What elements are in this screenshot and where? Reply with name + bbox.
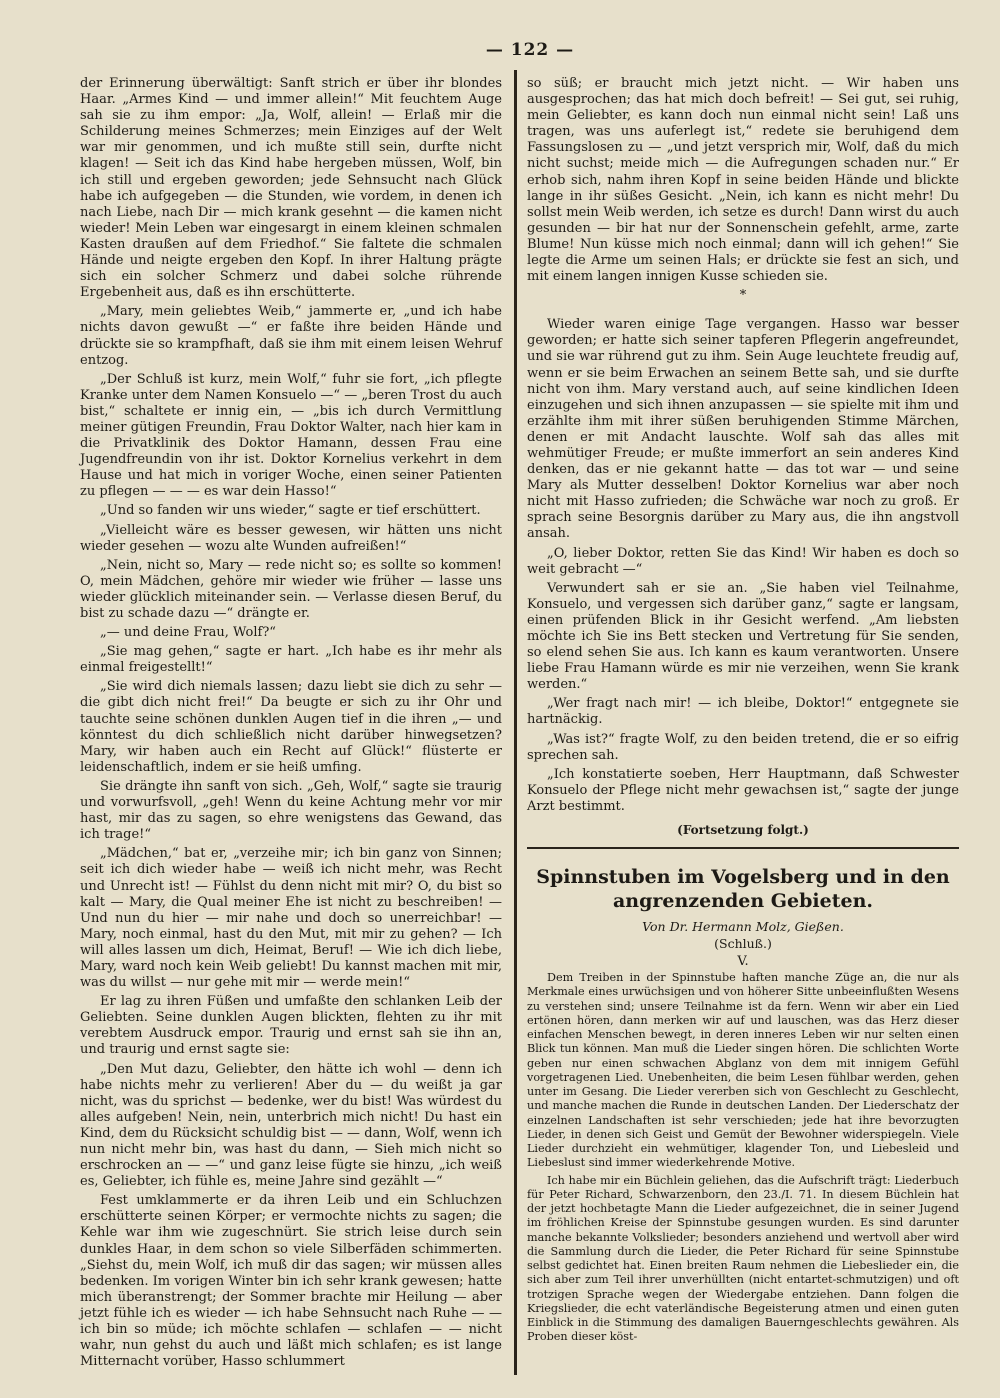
story-paragraph: „Ich konstatierte soeben, Herr Hauptmann, daß Schwester Konsuelo der Pflege nicht mehr gewachsen ist,“ sagte der junge Arzt bestimmt. <box>527 766 959 814</box>
left-column <box>80 76 502 1373</box>
story-paragraph: Wieder waren einige Tage vergangen. Hasso war besser geworden; er hatte sich seiner tapferen Pflegerin angefreundet, und sie war rührend gut zu ihm. Sein Auge leuchtete freudig auf, wenn er sie beim Erwachen an seinem Bette sah, und sie durfte nicht von ihm. Mary verstand auch, auf seine kindlichen Ideen einzugehen und sich ihnen anzupassen — sie spielte mit ihm und erzählte ihm mit ihrer süßen beruhigenden Stimme Märchen, denen er mit Andacht lauschte. Wolf sah das alles mit wehmütiger Freude; er mußte immerfort an sein anderes Kind denken, das er nie gekannt hatte — das tot war — und seine Mary als Mutter desselben! Doktor Kornelius war aber noch nicht mit Hasso zufrieden; die Schwäche war noch zu groß. Er sprach seine Besorgnis darüber zu Mary aus, die ihn angstvoll ansah. <box>527 317 959 542</box>
story-paragraph: „Nein, nicht so, Mary — rede nicht so; es sollte so kommen! O, mein Mädchen, gehöre mir wieder wie früher — lasse uns wieder glücklich miteinander sein. — Verlasse diesen Beruf, du bist zu schade dazu —“ drängte er. <box>80 557 502 621</box>
story-paragraph: „— und deine Frau, Wolf?“ <box>100 625 276 641</box>
story-paragraph: „Was ist?“ fragte Wolf, zu den beiden tretend, die er so eifrig sprechen sah. <box>527 731 959 763</box>
story-paragraph: Er lag zu ihren Füßen und umfaßte den schlanken Leib der Geliebten. Seine dunklen Augen blickten, flehten zu ihr mit verebtem Ausdruck empor. Traurig und ernst sah sie ihn an, und traurig und ernst sagte sie: <box>80 994 502 1058</box>
column-divider <box>514 70 517 1375</box>
story-paragraph: „Den Mut dazu, Geliebter, den hätte ich wohl — denn ich habe nichts mehr zu verlieren! Aber du — du weißt ja gar nicht, was du sprichst — bedenke, wer du bist! Was würdest du alles aufgeben! Nein, nein, unterbrich mich nicht! Du hast ein Kind, dem du Rücksicht schuldig bist — — dann, Wolf, wenn ich nun nicht mehr bin, was hast du dann, — Sieh mich nicht so erschrocken an — —“ und ganz leise fügte sie hinzu, „ich weiß es, Geliebter, ich fühle es, meine Jahre sind gezählt —“ <box>80 1061 502 1190</box>
story-paragraph: „Und so fanden wir uns wieder,“ sagte er tief erschüttert. <box>100 503 481 519</box>
story-paragraph: der Erinnerung überwältigt: Sanft strich er über ihr blondes Haar. „Armes Kind — und immer allein!“ Mit feuchtem Auge sah sie zu ihm empor: „Ja, Wolf, allein! — Erlaß mir die Schilderung meines Schmerzes; mein Einziges auf der Welt war mir genommen, und ich mußte still sein, durfte nicht klagen! — Seit ich das Kind habe hergeben müssen, Wolf, bin ich still und ergeben geworden; jede Sehnsucht nach Glück habe ich aufgegeben — die Stunden, wie vordem, in denen ich nach Liebe, nach Dir — mich krank gesehnt — die kamen nicht wieder! Mein Leben war eingesargt in einem kleinen schmalen Kasten draußen auf dem Friedhof.“ Sie faltete die schmalen Hände und neigte ergeben den Kopf. In ihrer Haltung prägte sich ein solcher Schmerz und dabei solche rührende Ergebenheit aus, daß es ihn erschütterte. <box>80 76 502 301</box>
story-paragraph: „Sie mag gehen,“ sagte er hart. „Ich habe es ihr mehr als einmal freigestellt!“ <box>80 644 502 676</box>
article-paragraph: Ich habe mir ein Büchlein geliehen, das die Aufschrift trägt: Liederbuch für Peter Richard, Schwarzenborn, den 23./I. 71. In diesem Büchlein hat der jetzt hochbetagte Mann die Lieder aufgezeichnet, die in seiner Jugend im fröhlichen Kreise der Spinnstube gesungen wurden. Es sind darunter manche bekannte Volkslieder; besonders anziehend und wertvoll aber wird die Sammlung durch die Lieder, die Peter Richard für seine Spinnstube selbst gedichtet hat. Einen breiten Raum nehmen die Liebeslieder ein, die sich aber zum Teil ihrer unverhüllten (nicht entartet-schmutzigen) und oft trotzigen Sprache wegen der Wiedergabe entziehen. Dann folgen die Kriegslieder, die echt vaterländische Begeisterung atmen und einen guten Einblick in die Stimmung des damaligen Bauerngeschlechts gewähren. Als Proben dieser köst- <box>527 1173 959 1344</box>
story-paragraph: Verwundert sah er sie an. „Sie haben viel Teilnahme, Konsuelo, und vergessen sich darüber ganz,“ sagte er langsam, einen prüfenden Blick in ihr Gesicht werfend. „Am liebsten möchte ich Sie ins Bett stecken und Vertretung für Sie senden, so elend sehen Sie aus. Ich kann es kaum verantworten. Unsere liebe Frau Hamann würde es mir nie verzeihen, wenn Sie krank werden.“ <box>527 580 959 693</box>
article-section-number: V. <box>737 954 749 970</box>
story-paragraph: „Sie wird dich niemals lassen; dazu liebt sie dich zu sehr — die gibt dich nicht frei!“ Da beugte er sich zu ihr Ohr und tauchte seine schönen dunklen Augen tief in die ihren „— und könntest du dich schließlich nicht darüber hinwegsetzen? Mary, wir haben auch ein Recht auf Glück!“ flüsterte er leidenschaftlich, indem er sie heiß umfing. <box>80 679 502 775</box>
story-paragraph: Sie drängte ihn sanft von sich. „Geh, Wolf,“ sagte sie traurig und vorwurfsvoll, „geh! Wenn du keine Achtung mehr vor mir hast, mir das zu sagen, so ehre wenigstens das Gewand, das ich trage!“ <box>80 778 502 843</box>
section-separator: * <box>739 288 747 304</box>
story-paragraph: „O, lieber Doktor, retten Sie das Kind! Wir haben es doch so weit gebracht —“ <box>527 545 959 577</box>
story-paragraph: „Mädchen,“ bat er, „verzeihe mir; ich bin ganz von Sinnen; seit ich dich wieder habe — weiß ich nicht mehr, was Recht und Unrecht ist! — Fühlst du denn nicht mit mir? O, du bist so kalt — Mary, die Qual meiner Ehe ist nicht zu beschreiben! — Und nun du hier — mir nahe und doch so unerreichbar! — Mary, noch einmal, hast du den Mut, mit mir zu gehen? — Ich will alles lassen um dich, Heimat, Beruf! — Wie ich dich liebe, Mary, ward noch kein Weib geliebt! Du kannst machen mit mir, was du willst — nur gehe mit mir — werde mein!“ <box>80 846 502 991</box>
article-byline: Von Dr. Hermann Molz, Gießen. <box>642 919 844 935</box>
story-paragraph: „Der Schluß ist kurz, mein Wolf,“ fuhr sie fort, „ich pflegte Kranke unter dem Namen Konsuelo —“ — „beren Trost du auch bist,“ schaltete er innig ein, — „bis ich durch Vermittlung meiner gütigen Freundin, Frau Doktor Walter, nach hier kam in die Privatklinik des Doktor Hamann, dessen Frau eine Jugendfreundin von ihr ist. Doktor Kornelius verkehrt in dem Hause und hat mich in voriger Woche, einen seiner Patienten zu pflegen — — — es war dein Hasso!“ <box>80 371 502 500</box>
story-paragraph: Fest umklammerte er da ihren Leib und ein Schluchzen erschütterte seinen Körper; er vermochte nichts zu sagen; die Kehle war ihm wie zugeschnürt. Sie strich leise durch sein dunkles Haar, in dem schon so viele Silberfäden schimmerten. „Siehst du, mein Wolf, ich muß dir das sagen; wir müssen alles bedenken. Im vorigen Winter bin ich sehr krank gewesen; hatte mich überanstrengt; der Sommer brachte mir Heilung — aber jetzt fühle ich es wieder — ich habe Sehnsucht nach Ruhe — — ich bin so müde; ich möchte schlafen — schlafen — — nicht wahr, nun gehst du auch und läßt mich schlafen; es ist lange Mitternacht vorüber, Hasso schlummert <box>80 1193 502 1370</box>
story-paragraph: „Mary, mein geliebtes Weib,“ jammerte er, „und ich habe nichts davon gewußt —“ er faßte ihre beiden Hände und drückte sie so krampfhaft, daß sie ihm mit einem leisen Wehruf entzog. <box>80 304 502 368</box>
article-subtitle: (Schluß.) <box>714 936 772 952</box>
page-number: — 122 — <box>485 40 575 60</box>
continued-note: (Fortsetzung folgt.) <box>677 823 809 838</box>
story-paragraph: „Vielleicht wäre es besser gewesen, wir hätten uns nicht wieder gesehen — wozu alte Wunden aufreißen!“ <box>80 522 502 554</box>
article-divider <box>527 847 959 849</box>
article-paragraph: Dem Treiben in der Spinnstube haften manche Züge an, die nur als Merkmale eines urwüchsigen und von höherer Sitte unbeeinflußten Wesens zu verstehen sind; unsere Teilnahme ist da fern. Wenn wir aber ein Lied ertönen hören, dann merken wir auf und lauschen, was das Herz dieser einfachen Menschen bewegt, in deren inneres Leben wir nur selten einen Blick tun können. Man muß die Lieder singen hören. Die schlichten Worte geben nur einen schwachen Abglanz von dem mit innigem Gefühl vorgetragenen Lied. Unebenheiten, die beim Lesen fühlbar werden, gehen unter im Gesang. Die Lieder vererben sich von Geschlecht zu Geschlecht, und manche machen die Runde in deutschen Landen. Der Liederschatz der einzelnen Landschaften ist sehr verschieden; jede hat ihre bevorzugten Lieder, in denen sich Geist und Gemüt der Bewohner widerspiegeln. Viele Lieder durchzieht ein wehmütiger, klagender Ton, und Liebesleid und Liebeslust sind immer wiederkehrende Motive. <box>527 971 959 1170</box>
story-paragraph: „Wer fragt nach mir! — ich bleibe, Doktor!“ entgegnete sie hartnäckig. <box>527 696 959 728</box>
story-paragraph: so süß; er braucht mich jetzt nicht. — Wir haben uns ausgesprochen; das hat mich doch befreit! — Sei gut, sei ruhig, mein Geliebter, es kann doch nun einmal nicht sein! Laß uns tragen, was uns auferlegt ist,“ redete sie beruhigend dem Fassungslosen zu — „und jetzt versprich mir, Wolf, daß du mich nicht suchst; meide mich — die Aufregungen schaden nur.“ Er erhob sich, nahm ihren Kopf in seine beiden Hände und blickte lange in ihr süßes Gesicht. „Nein, ich kann es nicht mehr! Du sollst mein Weib werden, ich setze es durch! Dann wirst du auch gesunden — bir hat nur der Sonnenschein gefehlt, arme, zarte Blume! Nun küsse mich noch einmal; dann will ich gehen!“ Sie legte die Arme um seinen Hals; er drückte sie fest an sich, und mit einem langen innigen Kusse schieden sie. <box>527 76 959 285</box>
right-column <box>527 76 959 1348</box>
article-title: Spinnstuben im Vogelsberg und in den angrenzenden Gebieten. <box>536 866 950 913</box>
